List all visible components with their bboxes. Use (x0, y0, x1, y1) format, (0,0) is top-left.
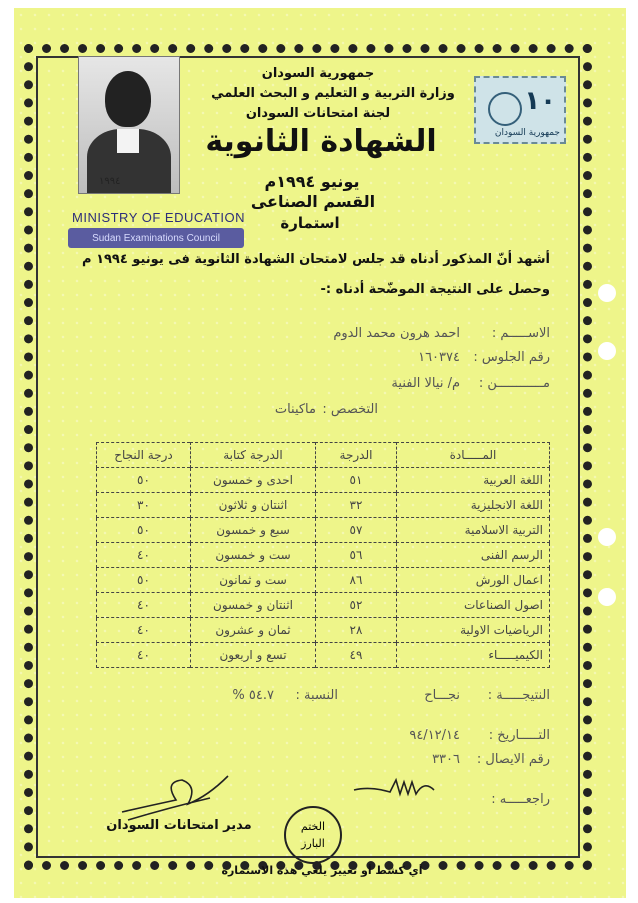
reviewed-label: راجعـــــه : (491, 792, 550, 807)
statement-line-1: أشهد أنّ المذكور أدناه قد جلس لامتحان الشهادة الثانوية فى يونيو ١٩٩٤ م (82, 252, 550, 267)
date-label: التـــــاريخ : (488, 728, 550, 743)
col-subject: المـــــادة (397, 443, 550, 468)
table-row: اصول الصناعات ٥٢ اثنتان و خمسون ٤٠ (97, 593, 550, 618)
student-name: احمد هرون محمد الدوم (333, 326, 460, 341)
receipt-value: ٣٣٠٦ (432, 752, 460, 767)
header-certificate: الشهادة الثانوية (205, 124, 437, 159)
table-row: الكيميـــــاء ٤٩ تسع و اربعون ٤٠ (97, 643, 550, 668)
student-photo: ١٩٩٤ (78, 56, 180, 194)
seat-number: ١٦٠٣٧٤ (418, 350, 460, 365)
specialty: ماكينات (274, 402, 316, 417)
header-republic: جمهورية السودان (261, 66, 375, 81)
statement-line-2: وحصل على النتيجة الموضّحة أدناه :- (320, 282, 550, 297)
ministry-stamp-text: MINISTRY OF EDUCATION (72, 210, 246, 225)
school-label: مــــــــــــن : (478, 376, 550, 391)
header-committee: لجنة امتحانات السودان (245, 106, 391, 121)
table-row: الرياضيات الاولية ٢٨ ثمان و عشرون ٤٠ (97, 618, 550, 643)
exam-council-stamp: Sudan Examinations Council (68, 228, 244, 248)
punch-hole (598, 284, 616, 302)
result-value: نجـــاح (424, 688, 460, 703)
date-value: ٩٤/١٢/١٤ (409, 728, 460, 743)
col-score-words: الدرجة كتابة (191, 443, 316, 468)
percent-label: النسبة : (295, 688, 338, 703)
name-label: الاســـــم : (491, 326, 550, 341)
receipt-label: رقم الايصال : (476, 752, 550, 767)
specialty-label: التخصص : (322, 402, 378, 417)
grades-table (96, 442, 550, 668)
table-row: الرسم الفنى ٥٦ ست و خمسون ٤٠ (97, 543, 550, 568)
header-ministry: وزارة التربية و التعليم و البحث العلمي (211, 86, 455, 101)
col-score: الدرجة (316, 443, 397, 468)
header-date: يونيو ١٩٩٤م (264, 172, 360, 191)
result-label: النتيجـــــة : (487, 688, 550, 703)
embossed-seal: الختم البارز (284, 806, 342, 864)
col-pass: درجة النجاح (97, 443, 191, 468)
seal-icon (488, 92, 522, 126)
school-name: م/ نيالا الفنية (391, 376, 460, 391)
table-row: اللغة العربية ٥١ احدى و خمسون ٥٠ (97, 468, 550, 493)
table-row: اعمال الورش ٨٦ ست و ثمانون ٥٠ (97, 568, 550, 593)
director-title: مدير امتحانات السودان (106, 818, 252, 833)
punch-hole (598, 528, 616, 546)
footer-note: أي كشط أو تغيير يلغي هذه الاستمارة (221, 864, 423, 877)
table-row: التربية الاسلامية ٥٧ سبع و خمسون ٥٠ (97, 518, 550, 543)
revenue-stamp: ١٠ جمهورية السودان (474, 76, 566, 144)
table-row: اللغة الانجليزية ٣٢ اثنتان و ثلاثون ٣٠ (97, 493, 550, 518)
punch-hole (598, 588, 616, 606)
seat-label: رقم الجلوس : (473, 350, 550, 365)
header-department: القسم الصناعى (250, 192, 376, 211)
reviewer-signature (350, 776, 440, 800)
header-form: استمارة (280, 214, 340, 232)
punch-hole (598, 342, 616, 360)
percent-value: ٥٤.٧ % (232, 688, 274, 703)
